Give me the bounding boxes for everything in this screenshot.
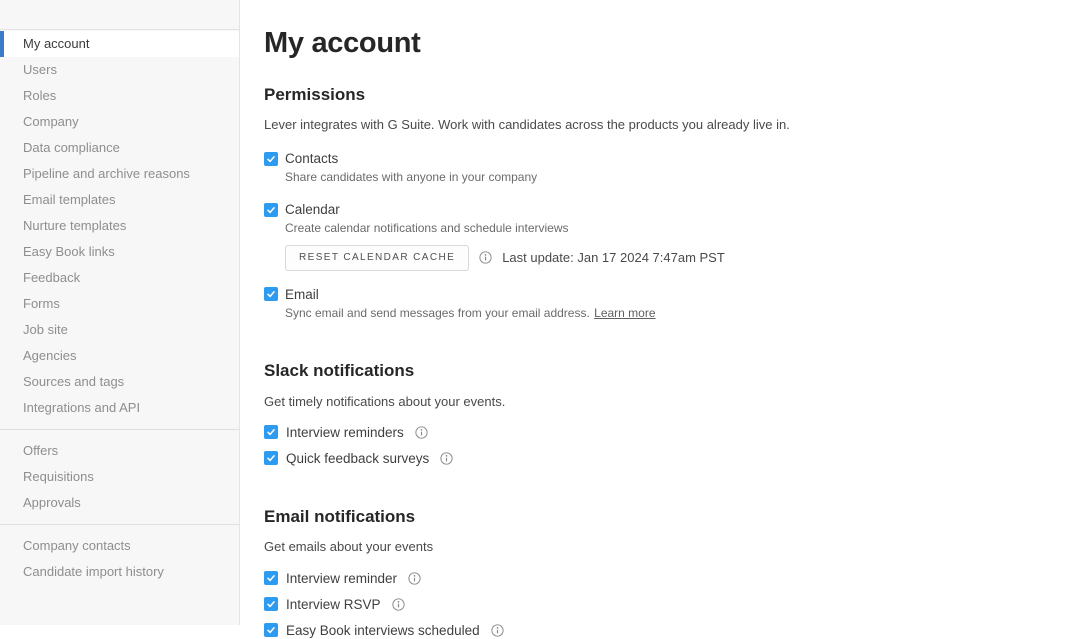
email-notifications-heading: Email notifications: [264, 506, 416, 526]
contacts-permission: [264, 150, 1040, 186]
sidebar-item-roles[interactable]: Roles: [23, 88, 57, 103]
contacts-checkbox[interactable]: [264, 152, 278, 166]
calendar-checkbox[interactable]: [264, 203, 278, 217]
calendar-description: Create calendar notifications and schedule interviews: [285, 221, 569, 236]
info-icon[interactable]: [491, 624, 504, 637]
sidebar-item-agencies[interactable]: Agencies: [23, 348, 77, 363]
sidebar-item-email-templates[interactable]: Email templates: [23, 192, 116, 207]
email-description-text: Sync email and send messages from your email address.: [285, 305, 590, 320]
sidebar-item-candidate-import-history[interactable]: Candidate import history: [23, 564, 164, 579]
sidebar-item-data-compliance[interactable]: Data compliance: [23, 140, 120, 155]
sidebar-item-my-account[interactable]: My account: [0, 31, 239, 57]
easy-book-interviews-checkbox-row[interactable]: [264, 622, 1040, 639]
learn-more-link[interactable]: Learn more: [594, 305, 656, 320]
email-description: [285, 306, 1040, 322]
sidebar-item-integrations-and-api[interactable]: Integrations and API: [23, 400, 141, 415]
settings-sidebar: [0, 0, 240, 625]
sidebar-header-spacer: [0, 0, 239, 30]
info-icon[interactable]: [415, 426, 428, 439]
permissions-description: Lever integrates with G Suite. Work with candidates across the products you already live in.: [264, 117, 790, 133]
interview-rsvp-label: Interview RSVP: [286, 596, 381, 612]
check-icon: [266, 453, 276, 463]
check-icon: [266, 205, 276, 215]
permissions-section: [264, 85, 1040, 321]
easy-book-interviews-label: Easy Book interviews scheduled: [286, 622, 480, 638]
interview-reminder-checkbox-row[interactable]: [264, 570, 1040, 587]
info-icon[interactable]: [479, 251, 492, 264]
quick-feedback-surveys-row: [264, 450, 1040, 467]
sidebar-item-sources-and-tags[interactable]: Sources and tags: [23, 374, 125, 389]
info-icon[interactable]: [408, 572, 421, 585]
info-icon[interactable]: [392, 598, 405, 611]
contacts-checkbox-row[interactable]: [264, 150, 1040, 167]
sidebar-item-offers[interactable]: Offers: [23, 443, 59, 458]
interview-reminder-checkbox[interactable]: [264, 571, 278, 585]
calendar-checkbox-row[interactable]: [264, 201, 1040, 218]
contacts-description: Share candidates with anyone in your company: [285, 170, 538, 185]
permissions-heading: Permissions: [264, 84, 366, 104]
sidebar-nav-main: [0, 30, 239, 429]
sidebar-item-pipeline-archive-reasons[interactable]: Pipeline and archive reasons: [23, 166, 190, 181]
contacts-label: Contacts: [285, 151, 339, 167]
sidebar-item-easy-book-links[interactable]: Easy Book links: [23, 244, 115, 259]
sidebar-item-company-contacts[interactable]: Company contacts: [23, 538, 131, 553]
interview-reminder-row: [264, 570, 1040, 587]
calendar-last-update: Last update: Jan 17 2024 7:47am PST: [502, 250, 725, 266]
email-permission: [264, 286, 1040, 322]
sidebar-item-forms[interactable]: Forms: [23, 296, 60, 311]
interview-reminders-label: Interview reminders: [286, 424, 404, 440]
sidebar-nav-contacts-group: [0, 525, 239, 593]
info-icon[interactable]: [440, 452, 453, 465]
reset-calendar-cache-button[interactable]: RESET CALENDAR CACHE: [285, 245, 469, 271]
sidebar-nav-offers-group: [0, 430, 239, 524]
sidebar-item-requisitions[interactable]: Requisitions: [23, 469, 94, 484]
email-checkbox[interactable]: [264, 287, 278, 301]
calendar-cache-row: [285, 245, 1040, 271]
page-title: My account: [264, 27, 421, 59]
slack-notifications-heading: Slack notifications: [264, 361, 415, 381]
sidebar-item-company[interactable]: Company: [23, 114, 79, 129]
interview-reminder-label: Interview reminder: [286, 570, 398, 586]
slack-notifications-description: Get timely notifications about your events.: [264, 393, 506, 409]
quick-feedback-surveys-label: Quick feedback surveys: [286, 450, 430, 466]
easy-book-interviews-checkbox[interactable]: [264, 623, 278, 637]
check-icon: [266, 599, 276, 609]
interview-rsvp-row: [264, 596, 1040, 613]
interview-reminders-checkbox[interactable]: [264, 425, 278, 439]
interview-reminders-row: [264, 424, 1040, 441]
sidebar-item-job-site[interactable]: Job site: [23, 322, 68, 337]
email-notifications-description: Get emails about your events: [264, 539, 434, 555]
check-icon: [266, 289, 276, 299]
slack-notifications-section: [264, 361, 1040, 467]
email-label: Email: [285, 286, 319, 302]
sidebar-item-feedback[interactable]: Feedback: [23, 270, 81, 285]
check-icon: [266, 427, 276, 437]
easy-book-interviews-row: [264, 622, 1040, 639]
interview-rsvp-checkbox-row[interactable]: [264, 596, 1040, 613]
calendar-label: Calendar: [285, 202, 340, 218]
check-icon: [266, 573, 276, 583]
quick-feedback-surveys-checkbox[interactable]: [264, 451, 278, 465]
interview-reminders-checkbox-row[interactable]: [264, 424, 1040, 441]
check-icon: [266, 154, 276, 164]
quick-feedback-surveys-checkbox-row[interactable]: [264, 450, 1040, 467]
email-notifications-section: [264, 507, 1040, 639]
interview-rsvp-checkbox[interactable]: [264, 597, 278, 611]
calendar-permission: [264, 201, 1040, 271]
check-icon: [266, 625, 276, 635]
main-content: [240, 0, 1080, 638]
email-checkbox-row[interactable]: [264, 286, 1040, 303]
sidebar-item-users[interactable]: Users: [23, 62, 57, 77]
sidebar-item-nurture-templates[interactable]: Nurture templates: [23, 218, 127, 233]
sidebar-item-approvals[interactable]: Approvals: [23, 495, 81, 510]
